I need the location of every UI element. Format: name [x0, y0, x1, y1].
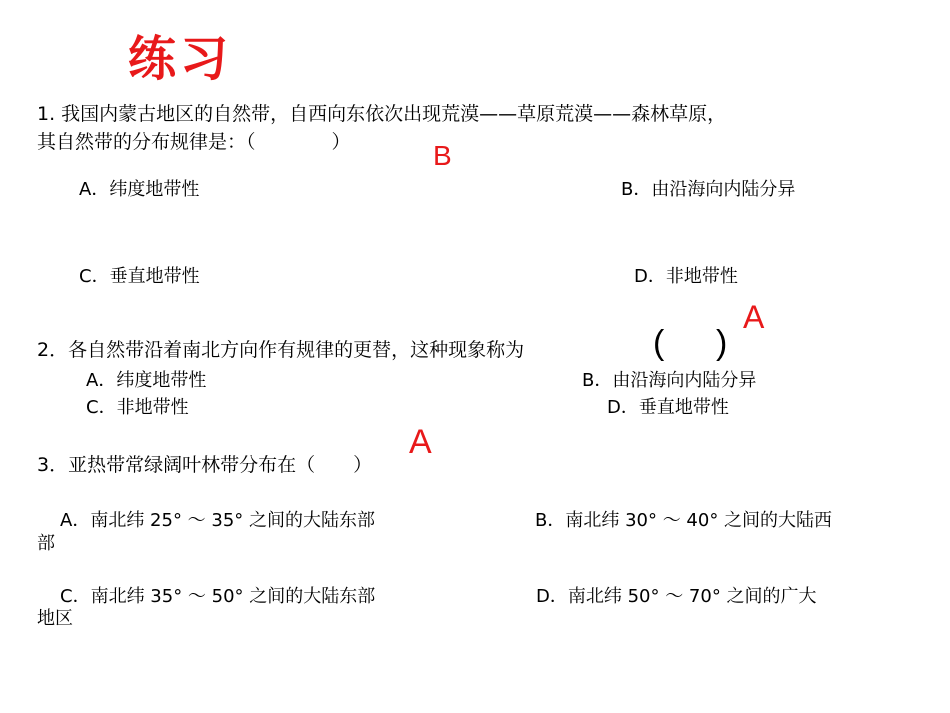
question-3-option-b: B．南北纬 30° ～ 40° 之间的大陆西 — [535, 510, 833, 531]
question-3-option-d-wrap: 地区 — [37, 608, 73, 629]
question-3-option-a: A．南北纬 25° ～ 35° 之间的大陆东部 — [60, 510, 376, 531]
question-1-line-2: 其自然带的分布规律是：（ ） — [37, 131, 351, 153]
question-2-answer: A — [743, 299, 765, 335]
question-2-text: 2．各自然带沿着南北方向作有规律的更替，这种现象称为 — [37, 339, 525, 361]
page-title: 练习 — [128, 31, 233, 87]
question-2-option-b: B．由沿海向内陆分异 — [582, 370, 757, 391]
question-3-text: 3．亚热带常绿阔叶林带分布在（ ） — [37, 454, 373, 476]
question-1-line-1: 1. 我国内蒙古地区的自然带，自西向东依次出现荒漠——草原荒漠——森林草原， — [37, 103, 727, 125]
question-3-option-d: D．南北纬 50° ～ 70° 之间的广大 — [536, 586, 817, 607]
question-1-option-d: D．非地带性 — [634, 266, 738, 287]
question-3-answer: A — [409, 423, 432, 461]
question-2-paren-open: ( — [653, 324, 665, 362]
question-1-option-b: B．由沿海向内陆分异 — [621, 179, 796, 200]
question-2-paren-close: ) — [716, 324, 728, 362]
question-3-option-c: C．南北纬 35° ～ 50° 之间的大陆东部 — [60, 586, 376, 607]
question-1-answer: B — [433, 140, 452, 171]
question-1-option-c: C．垂直地带性 — [79, 266, 200, 287]
question-3-option-b-wrap: 部 — [37, 533, 55, 554]
question-2-option-d: D．垂直地带性 — [607, 397, 729, 418]
question-2-option-c: C．非地带性 — [86, 397, 189, 418]
question-1-option-a: A．纬度地带性 — [79, 179, 200, 200]
question-2-option-a: A．纬度地带性 — [86, 370, 207, 391]
